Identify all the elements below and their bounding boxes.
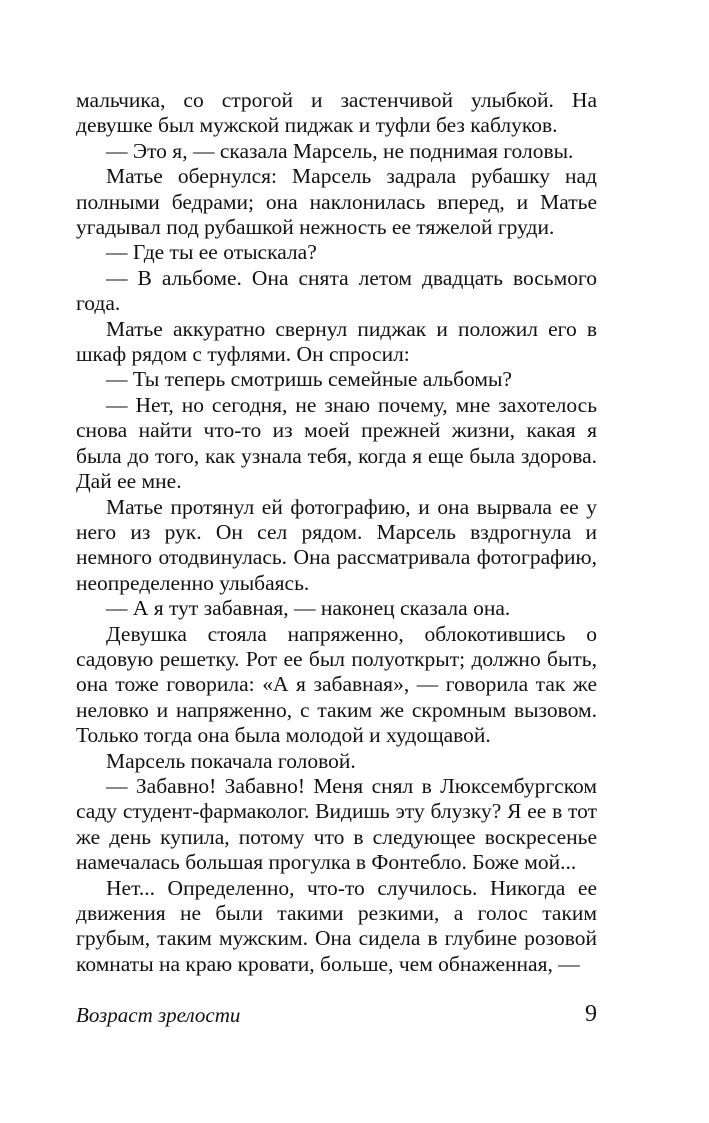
paragraph: — Забавно! Забавно! Меня снял в Люксембургском саду студент-фармаколог. Видишь эту блузку? Я ее в тот же день купила, потому что в следующее воскресенье намечалась большая прогулка в Фонтебло. Боже мой... bbox=[76, 773, 597, 875]
paragraph: Матье аккуратно свернул пиджак и положил его в шкаф рядом с туфлями. Он спросил: bbox=[76, 316, 597, 367]
page-number: 9 bbox=[585, 1001, 597, 1027]
paragraph: Марсель покачала головой. bbox=[106, 748, 356, 773]
paragraph: — Ты теперь смотришь семейные альбомы? bbox=[106, 367, 512, 392]
book-page-text bbox=[76, 88, 597, 977]
paragraph: — Это я, — сказала Марсель, не поднимая головы. bbox=[106, 138, 574, 163]
paragraph: Нет... Определенно, что-то случилось. Никогда ее движения не были такими резкими, а голос таким грубым, таким мужским. Она сидела в глубине розовой комнаты на краю кровати, больше, чем обнаженная, — bbox=[76, 875, 597, 976]
paragraph: — Где ты ее отыскала? bbox=[106, 240, 317, 265]
running-title: Возраст зрелости bbox=[76, 1003, 241, 1027]
paragraph-continuation: мальчика, со строгой и застенчивой улыбкой. На девушке был мужской пиджак и туфли без каблуков. bbox=[76, 88, 597, 138]
paragraph: — Нет, но сегодня, не знаю почему, мне захотелось снова найти что-то из моей прежней жизни, какая я была до того, как узнала тебя, когда я еще была здорова. Дай ее мне. bbox=[76, 392, 597, 494]
paragraph: — В альбоме. Она снята летом двадцать восьмого года. bbox=[76, 265, 597, 316]
paragraph: Матье протянул ей фотографию, и она вырвала ее у него из рук. Он сел рядом. Марсель вздрогнула и немного отодвинулась. Она рассматривала фотографию, неопределенно улыбаясь. bbox=[76, 494, 597, 595]
paragraph: Матье обернулся: Марсель задрала рубашку над полными бедрами; она наклонилась вперед, и Матье угадывал под рубашкой нежность ее тяжелой груди. bbox=[76, 164, 597, 240]
page-footer bbox=[76, 1001, 597, 1031]
paragraph: — А я тут забавная, — наконец сказала она. bbox=[106, 596, 511, 621]
paragraph: Девушка стояла напряженно, облокотившись о садовую решетку. Рот ее был полуоткрыт; должно быть, она тоже говорила: «А я забавная», — говорила так же неловко и напряженно, с таким же скромным вызовом. Только тогда она была молодой и худощавой. bbox=[76, 621, 597, 748]
